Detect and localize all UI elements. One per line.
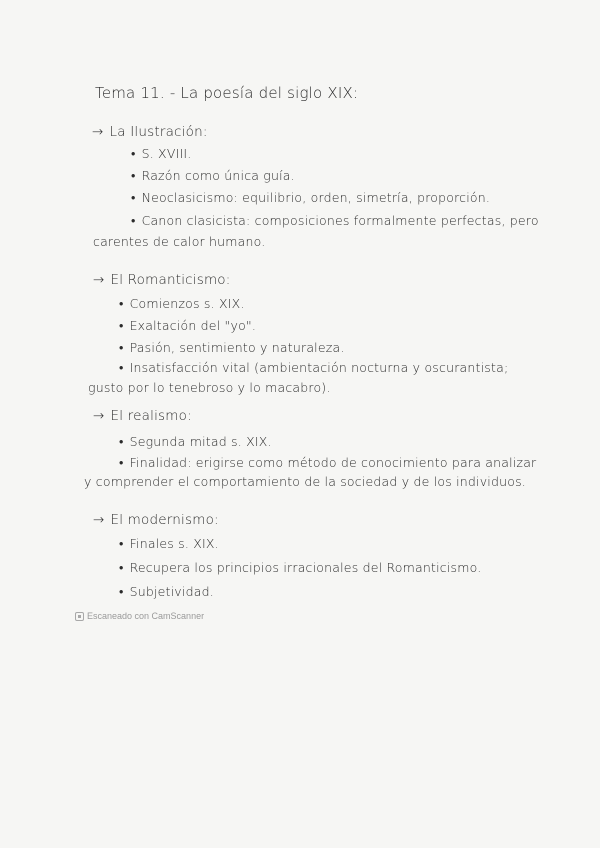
- bullet-icon: •: [131, 213, 136, 228]
- list-item-continuation: gusto por lo tenebroso y lo macabro).: [88, 380, 331, 395]
- list-item: • Insatisfacción vital (ambientación nocturna y oscurantista;: [119, 360, 509, 375]
- bullet-icon: •: [119, 434, 124, 449]
- list-item-continuation: y comprender el comportamiento de la sociedad y de los individuos.: [84, 474, 526, 489]
- list-item: • Recupera los principios irracionales del Romanticismo.: [119, 560, 482, 575]
- list-item: • Neoclasicismo: equilibrio, orden, simetría, proporción.: [131, 190, 491, 205]
- bullet-icon: •: [119, 560, 124, 575]
- bullet-icon: •: [119, 340, 124, 355]
- page-title: Tema 11. - La poesía del siglo XIX:: [95, 84, 359, 102]
- camscanner-watermark: [75, 611, 204, 621]
- bullet-icon: •: [119, 536, 124, 551]
- bullet-icon: •: [119, 360, 124, 375]
- arrow-icon: →: [93, 408, 105, 424]
- list-item: • Finalidad: erigirse como método de conocimiento para analizar: [119, 455, 537, 470]
- bullet-icon: •: [119, 318, 124, 333]
- bullet-icon: •: [119, 455, 124, 470]
- section-heading-romanticismo: → El Romanticismo:: [93, 272, 231, 288]
- bullet-icon: •: [131, 168, 136, 183]
- section-heading-modernismo: → El modernismo:: [93, 512, 219, 528]
- bullet-icon: •: [119, 584, 124, 599]
- section-heading-ilustracion: → La Ilustración:: [92, 124, 208, 140]
- list-item-continuation: carentes de calor humano.: [93, 234, 266, 249]
- list-item: • Canon clasicista: composiciones formalmente perfectas, pero: [131, 213, 539, 228]
- section-heading-realismo: → El realismo:: [93, 408, 192, 424]
- list-item: • Finales s. XIX.: [119, 536, 219, 551]
- arrow-icon: →: [93, 272, 105, 288]
- watermark-text: Escaneado con CamScanner: [87, 611, 205, 621]
- bullet-icon: •: [131, 146, 136, 161]
- bullet-icon: •: [131, 190, 136, 205]
- arrow-icon: →: [92, 124, 104, 140]
- list-item: • Exaltación del "yo".: [119, 318, 257, 333]
- list-item: • Pasión, sentimiento y naturaleza.: [119, 340, 345, 355]
- list-item: • Segunda mitad s. XIX.: [119, 434, 272, 449]
- list-item: • S. XVIII.: [131, 146, 192, 161]
- list-item: • Subjetividad.: [119, 584, 214, 599]
- camscanner-icon: [75, 612, 84, 621]
- list-item: • Comienzos s. XIX.: [119, 296, 245, 311]
- arrow-icon: →: [93, 512, 105, 528]
- list-item: • Razón como única guía.: [131, 168, 295, 183]
- bullet-icon: •: [119, 296, 124, 311]
